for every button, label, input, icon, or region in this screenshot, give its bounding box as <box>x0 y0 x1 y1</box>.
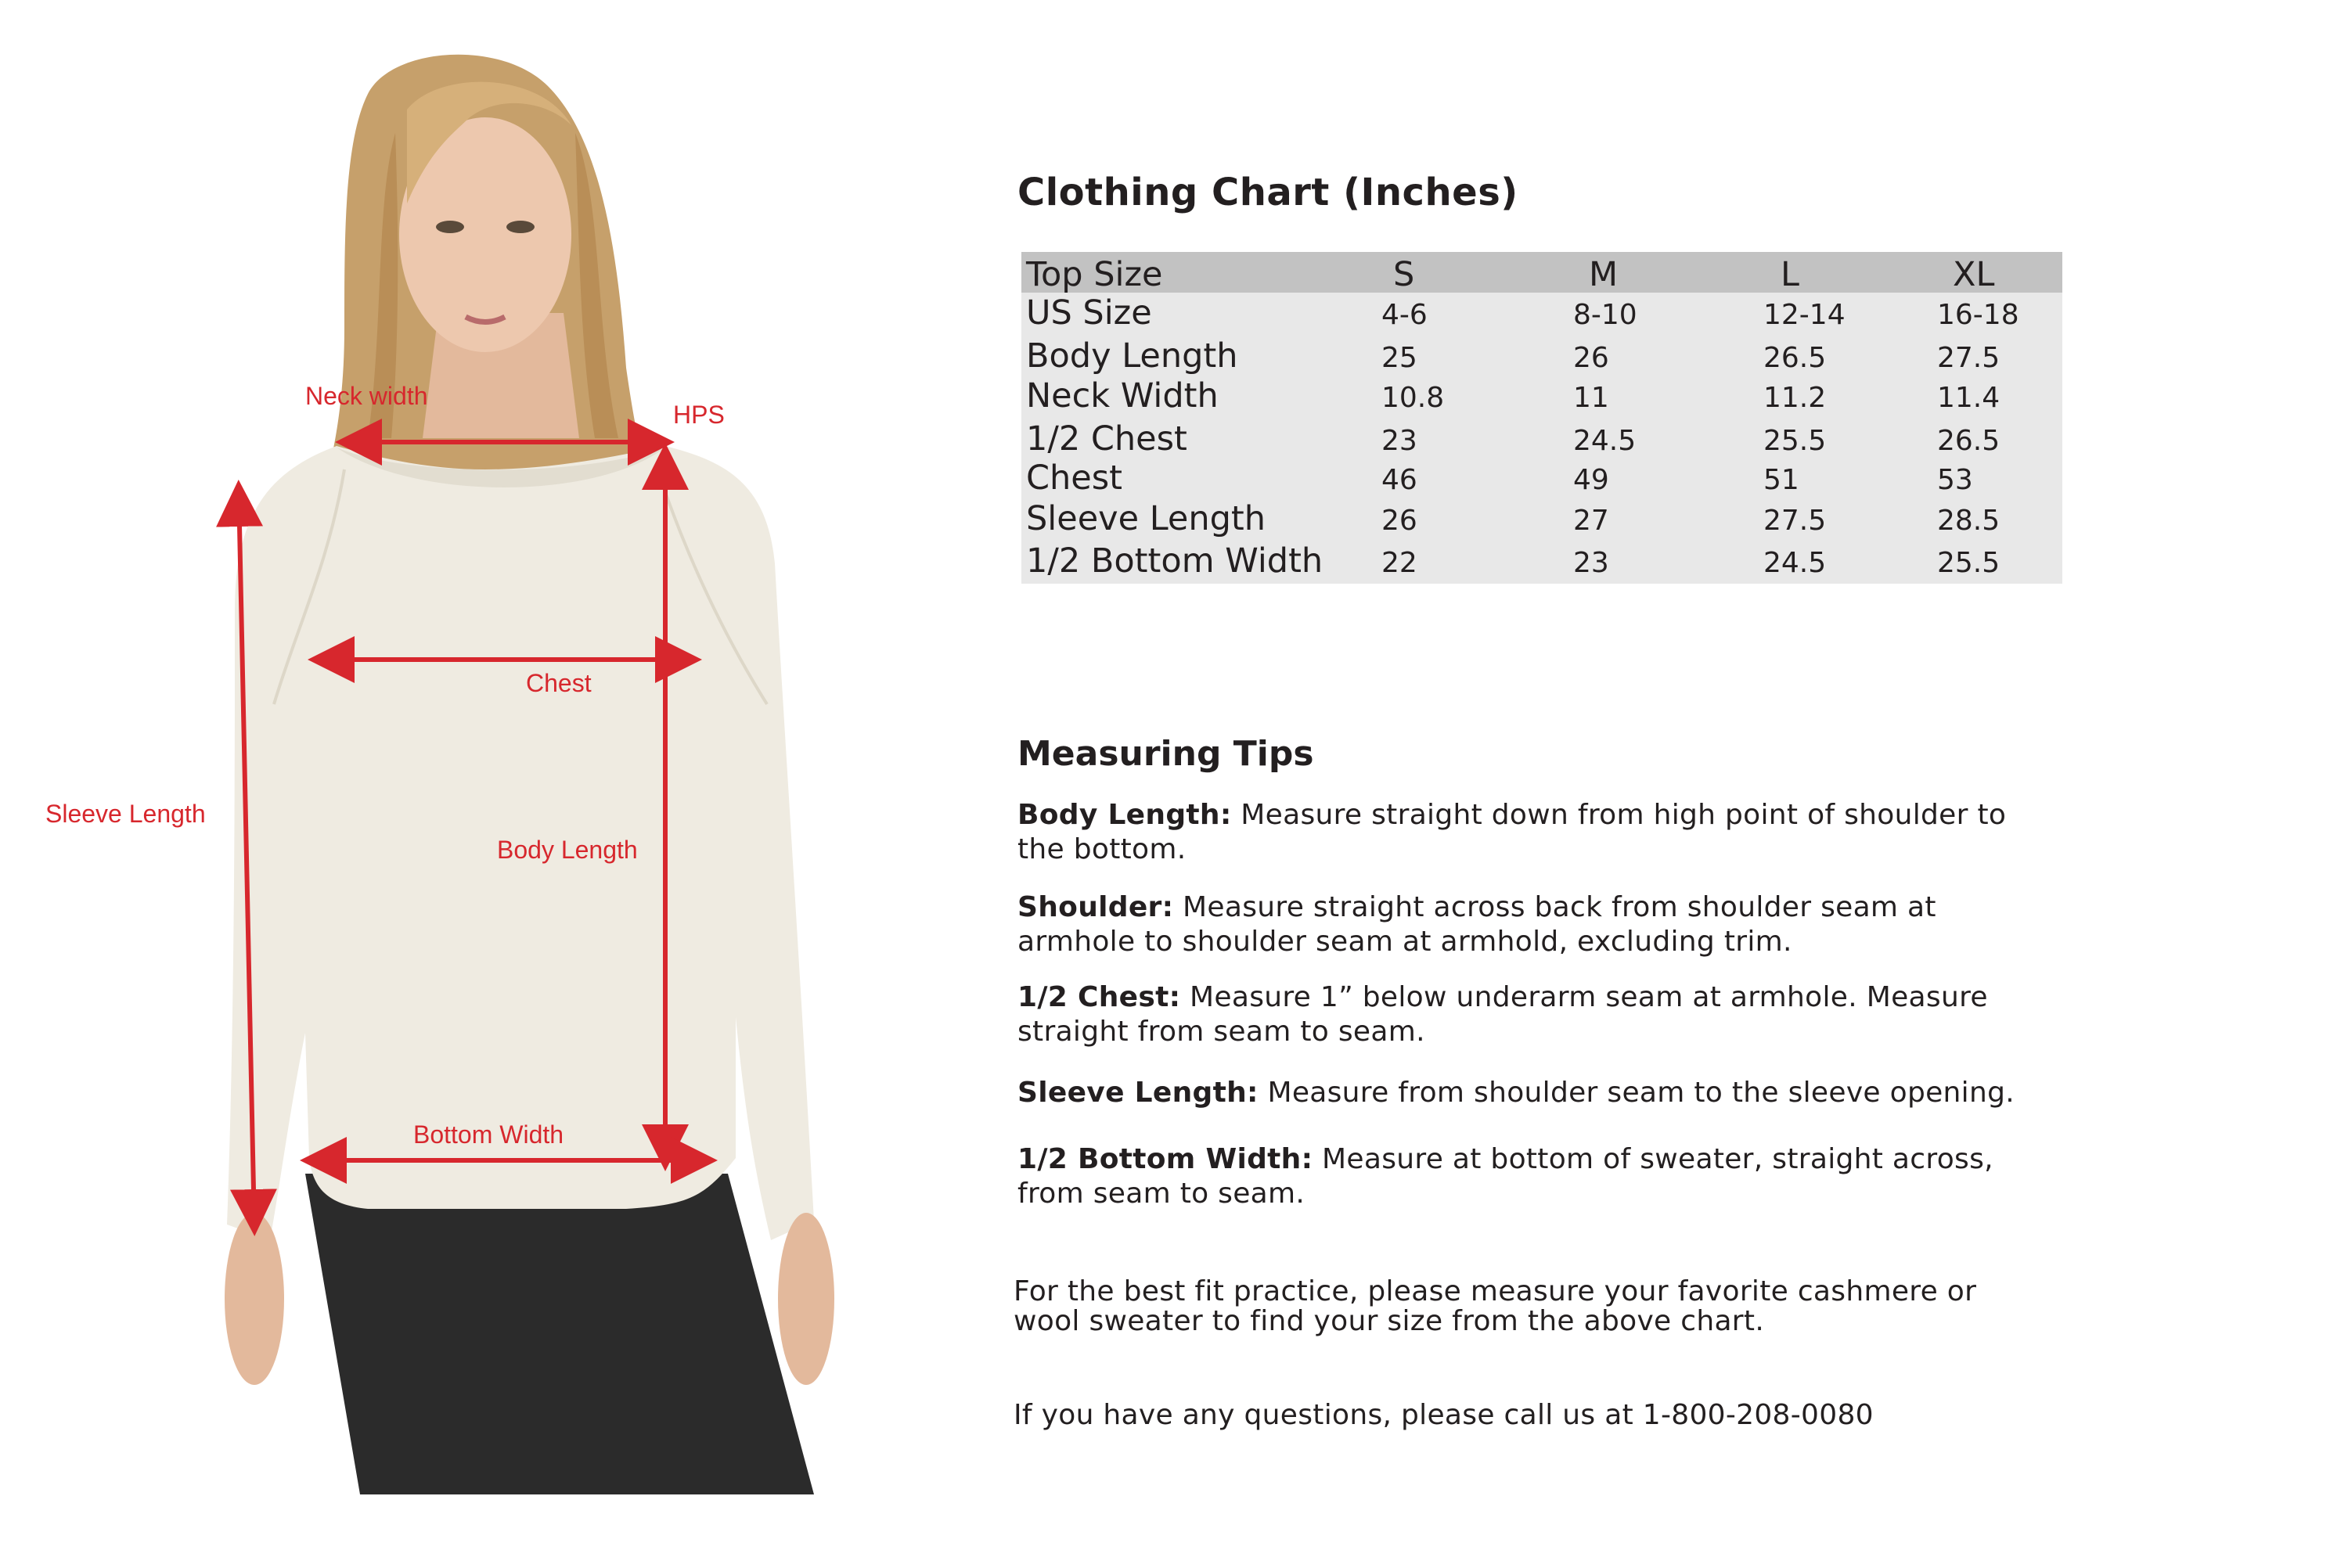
chest-label: Chest <box>526 669 592 697</box>
table-cell: 23 <box>1381 425 1417 457</box>
table-cell: 23 <box>1573 547 1609 579</box>
model-illustration <box>0 0 939 1565</box>
tip-text: Measure from shoulder seam to the sleeve opening. <box>1258 1077 2015 1109</box>
tip-bottom-width <box>1017 1142 2058 1211</box>
contact-note: If you have any questions, please call us at 1-800-208-0080 <box>1014 1399 1874 1431</box>
table-cell: 53 <box>1937 464 1973 496</box>
table-cell: 8-10 <box>1573 299 1637 331</box>
table-cell: 51 <box>1763 464 1799 496</box>
tip-half-chest <box>1017 980 2058 1049</box>
table-cell: 27.5 <box>1763 505 1827 537</box>
body-length-label: Body Length <box>497 836 638 864</box>
table-cell: 26.5 <box>1937 425 2000 457</box>
tip-text: Measure straight across back from shoulder seam at armhole to shoulder seam at armhold, excluding trim. <box>1017 891 1936 958</box>
table-cell: 26.5 <box>1763 342 1827 374</box>
row-label: Neck Width <box>1026 376 1219 415</box>
tip-text: Measure at bottom of sweater, straight across, from seam to seam. <box>1017 1143 1993 1210</box>
row-label: Body Length <box>1026 336 1238 376</box>
row-label: Chest <box>1026 459 1122 498</box>
hps-label: HPS <box>673 401 725 429</box>
pants <box>305 1174 814 1494</box>
table-cell: 11 <box>1573 382 1609 414</box>
table-cell: 26 <box>1381 505 1417 537</box>
table-cell: 26 <box>1573 342 1609 374</box>
table-cell: 24.5 <box>1763 547 1827 579</box>
tip-text: Measure straight down from high point of shoulder to the bottom. <box>1017 799 2007 865</box>
table-cell: 4-6 <box>1381 299 1428 331</box>
tip-term: Sleeve Length: <box>1017 1077 1259 1109</box>
header-size-xl: XL <box>1953 255 1995 294</box>
table-cell: 27 <box>1573 505 1609 537</box>
header-size-l: L <box>1781 255 1799 294</box>
header-label: Top Size <box>1026 255 1163 294</box>
table-cell: 12-14 <box>1763 299 1846 331</box>
tip-text: Measure 1” below underarm seam at armhole. Measure straight from seam to seam. <box>1017 981 1988 1048</box>
tips-title: Measuring Tips <box>1017 734 1314 774</box>
table-cell: 25.5 <box>1763 425 1827 457</box>
table-cell: 49 <box>1573 464 1609 496</box>
bottom-width-label: Bottom Width <box>413 1120 564 1149</box>
model-figure <box>0 0 939 1565</box>
chart-title: Clothing Chart (Inches) <box>1017 171 1518 214</box>
table-cell: 24.5 <box>1573 425 1637 457</box>
size-chart-table <box>1021 252 2062 584</box>
fit-note: For the best fit practice, please measure your favorite cashmere or wool sweater to find your size from the above chart. <box>1014 1275 1977 1337</box>
table-cell: 25 <box>1381 342 1417 374</box>
tip-shoulder <box>1017 890 2058 959</box>
tip-term: 1/2 Bottom Width: <box>1017 1143 1313 1175</box>
table-header-row <box>1021 252 2062 293</box>
row-label: Sleeve Length <box>1026 499 1266 538</box>
header-size-m: M <box>1589 255 1619 294</box>
tip-term: Shoulder: <box>1017 891 1174 923</box>
table-cell: 11.2 <box>1763 382 1827 414</box>
table-cell: 28.5 <box>1937 505 2000 537</box>
table-cell: 11.4 <box>1937 382 2000 414</box>
row-label: US Size <box>1026 293 1152 333</box>
tip-sleeve-length <box>1017 1076 2058 1110</box>
sleeve-length-label: Sleeve Length <box>45 800 206 828</box>
table-cell: 25.5 <box>1937 547 2000 579</box>
table-cell: 27.5 <box>1937 342 2000 374</box>
neck-width-label: Neck width <box>305 382 428 410</box>
header-size-s: S <box>1393 255 1415 294</box>
table-cell: 16-18 <box>1937 299 2019 331</box>
row-label: 1/2 Bottom Width <box>1026 541 1323 581</box>
row-label: 1/2 Chest <box>1026 419 1187 459</box>
tip-body-length <box>1017 798 2058 867</box>
table-cell: 22 <box>1381 547 1417 579</box>
tip-term: Body Length: <box>1017 799 1232 831</box>
tip-term: 1/2 Chest: <box>1017 981 1181 1013</box>
table-cell: 10.8 <box>1381 382 1445 414</box>
table-cell: 46 <box>1381 464 1417 496</box>
